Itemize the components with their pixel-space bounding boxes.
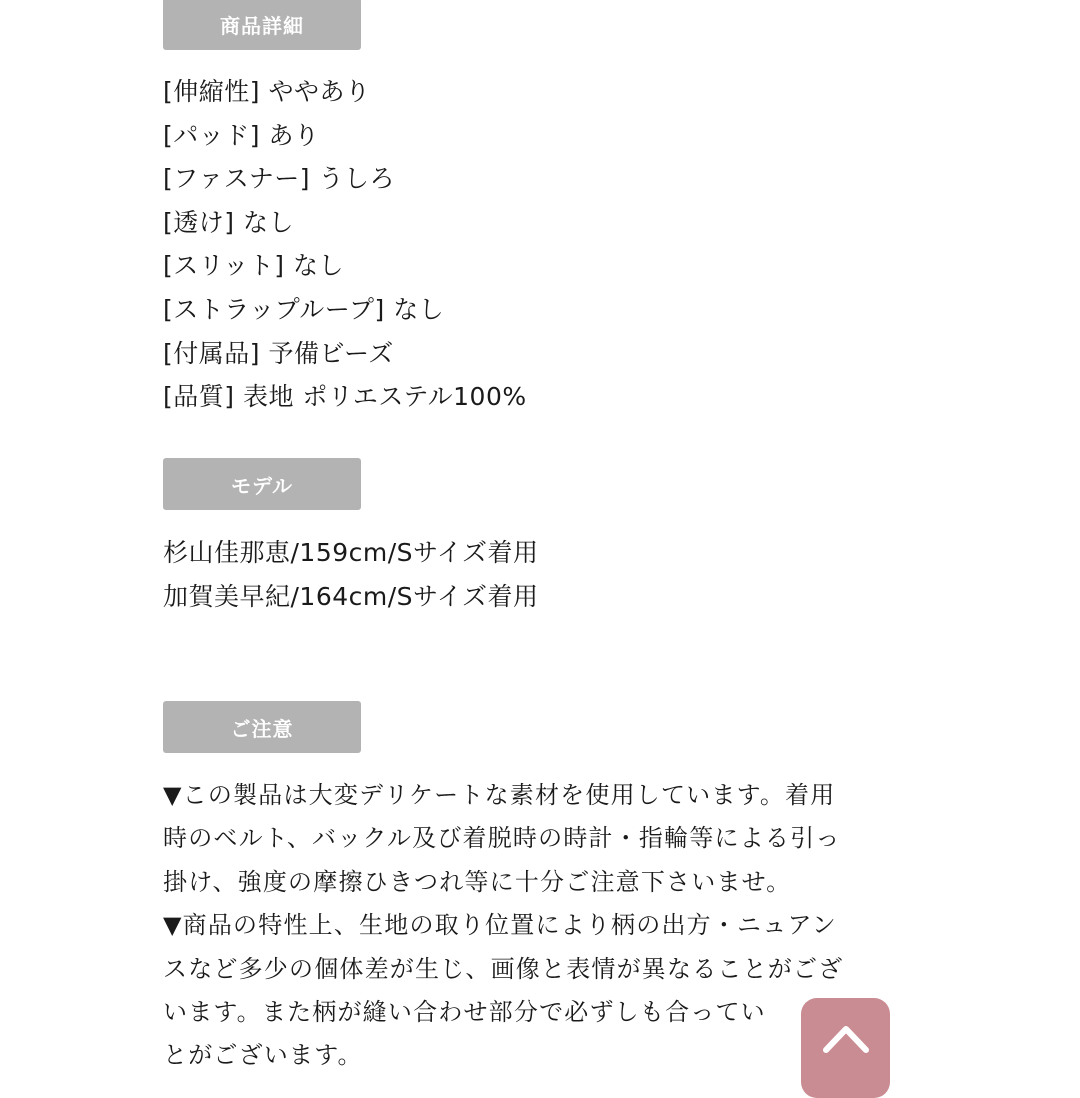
spec-accessories: [付属品] 予備ビーズ: [163, 338, 394, 368]
spec-material: [品質] 表地 ポリエステル100%: [163, 382, 527, 412]
model-entry: 杉山佳那恵/159cm/Sサイズ着用: [163, 538, 539, 567]
spec-stretch: [伸縮性] ややあり: [163, 77, 371, 106]
spec-fastener: [ファスナー] うしろ: [163, 164, 395, 194]
spec-slit: [スリット] なし: [163, 251, 344, 281]
section-label-notice: ご注意: [163, 701, 361, 753]
notice-line: とがございます。: [163, 1041, 363, 1070]
spec-strap-loop: [ストラップループ] なし: [163, 294, 445, 324]
notice-line: ▼商品の特性上、生地の取り位置により柄の出方・ニュアン: [163, 911, 837, 940]
notice-line: ▼この製品は大変デリケートな素材を使用しています。着用: [163, 781, 836, 809]
spec-pad: [パッド] あり: [163, 120, 320, 150]
notice-line: 掛け、強度の摩擦ひきつれ等に十分ご注意下さいませ。: [163, 867, 792, 896]
details-list: [163, 70, 527, 419]
notice-line: います。また柄が縫い合わせ部分で必ずしも合ってい: [163, 997, 766, 1026]
model-list: [163, 531, 539, 618]
notice-list: [163, 774, 843, 1078]
notice-line: 時のベルト、バックル及び着脱時の時計・指輪等による引っ: [163, 824, 841, 853]
notice-line: スなど多少の個体差が生じ、画像と表情が異なることがござ: [163, 954, 844, 983]
section-label-model: モデル: [163, 458, 361, 510]
model-entry: 加賀美早紀/164cm/Sサイズ着用: [163, 581, 539, 611]
chevron-up-icon: [822, 1020, 870, 1054]
spec-sheer: [透け] なし: [163, 207, 294, 237]
scroll-to-top-button[interactable]: [801, 998, 890, 1098]
section-label-details: 商品詳細: [163, 0, 361, 50]
